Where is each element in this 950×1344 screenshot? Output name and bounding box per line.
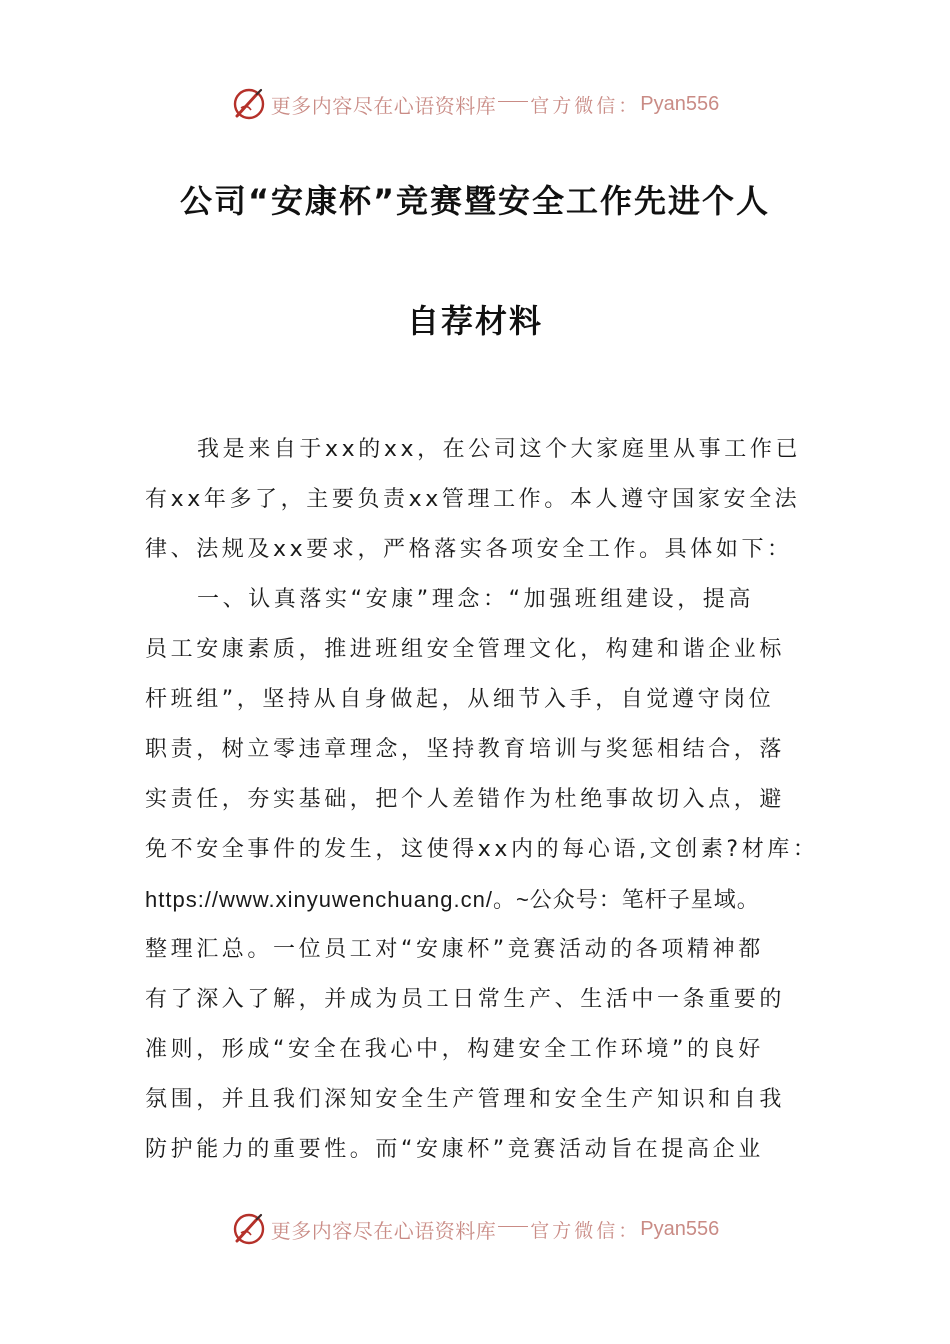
watermark-main-text: 更多内容尽在心语资料库 — [270, 1218, 497, 1243]
body-line: 有了深入了解，并成为员工日常生产、生活中一条重要的 — [145, 987, 786, 1012]
body-line: 准则，形成“安全在我心中，构建安全工作环境”的良好 — [145, 1037, 764, 1062]
body-line: 有xx年多了，主要负责xx管理工作。本人遵守国家安全法 — [145, 487, 801, 512]
body-line: 实责任，夯实基础，把个人差错作为杜绝事故切入点，避 — [145, 787, 786, 812]
document-body — [145, 425, 825, 1175]
body-line-url: https://www.xinyuwenchuang.cn/。~公众号：笔杆子星域。 — [145, 887, 760, 912]
document-title-line-2: 自荐材料 — [406, 302, 543, 340]
body-line: 一、认真落实“安康”理念：“加强班组建设，提高 — [197, 587, 754, 612]
watermark-separator — [498, 1226, 528, 1227]
body-line: 防护能力的重要性。而“安康杯”竞赛活动旨在提高企业 — [145, 1137, 764, 1162]
body-line: 职责，树立零违章理念，坚持教育培训与奖惩相结合，落 — [145, 737, 786, 762]
body-line: 免不安全事件的发生，这使得xx内的每心语,文创素?材库： — [145, 837, 819, 862]
pen-circle-logo-icon — [231, 86, 267, 122]
body-line: 员工安康素质，推进班组安全管理文化，构建和谐企业标 — [145, 637, 786, 662]
watermark-secondary-text: 官方微信： — [530, 1219, 641, 1242]
pen-circle-logo-icon — [231, 1211, 267, 1247]
body-line: 杆班组”，坚持从自身做起，从细节入手，自觉遵守岗位 — [145, 687, 775, 712]
watermark-wechat-id: Pyan556 — [640, 92, 720, 115]
body-line: 我是来自于xx的xx，在公司这个大家庭里从事工作已 — [197, 437, 802, 462]
watermark-separator — [498, 101, 528, 102]
watermark-secondary-text: 官方微信： — [530, 94, 641, 117]
body-line: 整理汇总。一位员工对“安康杯”竞赛活动的各项精神都 — [145, 937, 764, 962]
body-line: 律、法规及xx要求，严格落实各项安全工作。具体如下： — [145, 537, 793, 562]
body-line: 氛围，并且我们深知安全生产管理和安全生产知识和自我 — [145, 1087, 786, 1112]
watermark-main-text: 更多内容尽在心语资料库 — [270, 93, 497, 118]
header-watermark — [0, 82, 950, 126]
watermark-wechat-id: Pyan556 — [640, 1217, 720, 1240]
footer-watermark — [0, 1207, 950, 1251]
document-title-line-1: 公司“安康杯”竞赛暨安全工作先进个人 — [179, 182, 771, 220]
